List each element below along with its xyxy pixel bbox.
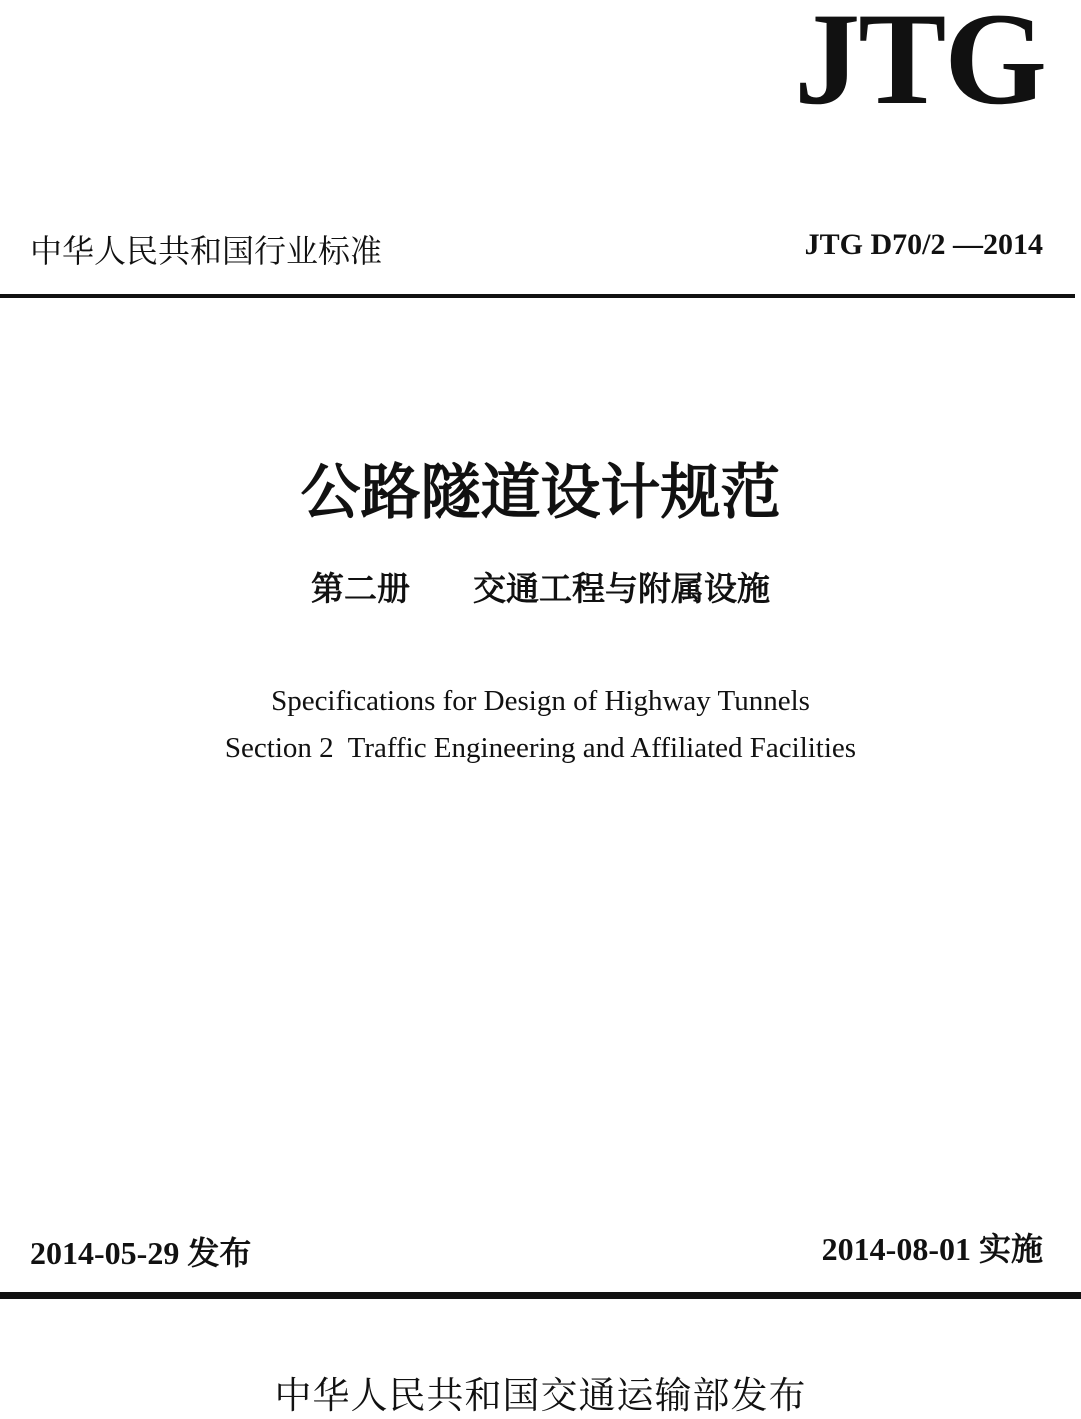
volume-label: 第二册: [311, 569, 410, 608]
standard-code: JTG D70/2 —2014: [804, 228, 1043, 261]
volume-title: 交通工程与附属设施: [473, 569, 770, 608]
top-divider: [0, 294, 1075, 298]
english-title: Specifications for Design of Highway Tunnels: [271, 685, 810, 717]
implementation-date: 2014-08-01 实施: [821, 1231, 1043, 1267]
bottom-divider: [0, 1292, 1081, 1299]
publisher: 中华人民共和国交通运输部发布: [274, 1374, 807, 1417]
english-subtitle: Section 2 Traffic Engineering and Affiliated Facilities: [224, 732, 857, 764]
document-title: 公路隧道设计规范: [300, 458, 781, 528]
issue-date: 2014-05-29 发布: [30, 1235, 252, 1271]
standard-type: 中华人民共和国行业标准: [30, 232, 383, 270]
document-subtitle: [0, 563, 1081, 610]
jtg-logo: JTG: [794, 0, 1045, 132]
